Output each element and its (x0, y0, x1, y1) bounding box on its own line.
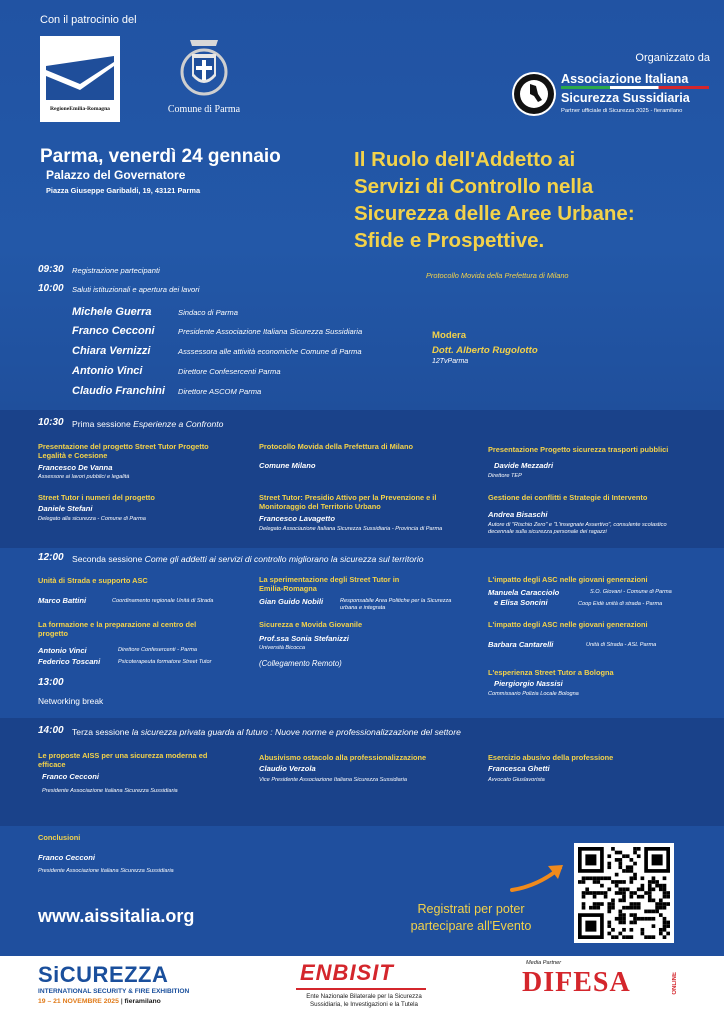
register-text (386, 901, 556, 935)
enbisit-logo: ENBISIT (300, 960, 394, 985)
difesa-logo: DIFESA (522, 967, 631, 998)
event-date: Parma, venerdì 24 gennaio (40, 146, 281, 167)
website-link[interactable]: www.aissitalia.org (38, 906, 195, 926)
speaker-role: Presidente Associazione Italiana Sicurezza Sussidiaria (178, 327, 363, 336)
moderator-name: Dott. Alberto Rugolotto (432, 345, 538, 356)
talk-title: Presentazione Progetto sicurezza trasporti pubblici (488, 445, 669, 454)
moderator-label: Modera (432, 330, 467, 341)
talk-title: L'impatto degli ASC nelle giovani generazioni (488, 575, 648, 584)
talk-speaker: Marco Battini (38, 596, 87, 605)
event-address: Piazza Giuseppe Garibaldi, 19, 43121 Parma (46, 186, 201, 195)
event-title-line: Il Ruolo dell'Addetto ai (354, 148, 576, 171)
speaker-role: Sindaco di Parma (178, 308, 238, 317)
talk-affiliation: Responsabile Area Politiche per la Sicurezza urbana e integrata (340, 598, 452, 611)
speaker-name: Claudio Franchini (72, 385, 165, 397)
time-1200: 12:00 (38, 552, 64, 563)
talk-title: Esercizio abusivo della professione (488, 753, 614, 762)
talk-title: Abusivismo ostacolo alla professionalizzazione (259, 753, 427, 762)
talk-speaker: Prof.ssa Sonia Stefanizzi (259, 634, 349, 643)
enbisit-rule (296, 988, 426, 990)
event-subtitle: Protocollo Movida della Prefettura di Milano (426, 271, 569, 280)
talk-speaker: Andrea Bisaschi (488, 510, 548, 519)
talk-title: Presentazione del progetto Street Tutor Progetto Legalità e Coesione (38, 442, 209, 460)
media-partner-label: Media Partner (526, 960, 562, 966)
speaker-name: Antonio Vinci (72, 365, 143, 377)
session2-heading (72, 554, 424, 564)
talk-affiliation: Delegato alla sicurezza - Comune di Parma (38, 516, 146, 522)
session2-prefix: Seconda sessione (72, 554, 143, 564)
talk-speaker: Piergiorgio Nassisi (494, 679, 563, 688)
talk-title: Street Tutor: Presidio Attivo per la Prevenzione e il Monitoraggio del Territorio Urbano (259, 493, 437, 511)
sicurezza-place: fieramilano (124, 998, 161, 1005)
talk-speaker: Franco Cecconi (42, 772, 99, 781)
talk-speaker: Antonio Vinci (38, 646, 87, 655)
time-1000: 10:00 (38, 283, 64, 294)
arrow-icon (508, 860, 568, 894)
talk-speaker: Gian Guido Nobili (259, 597, 324, 606)
registration-text: Registrazione partecipanti (72, 266, 160, 275)
session3-heading (72, 727, 461, 737)
flag-stripe (561, 86, 709, 89)
talk-affiliation: Unità di Strada - ASL Parma (586, 642, 657, 648)
talk-affiliation: Assessore ai lavori pubblici e legalità (38, 474, 130, 480)
talk-title: Le proposte AISS per una sicurezza moderna ed efficace (38, 751, 208, 769)
time-1300: 13:00 (38, 677, 64, 688)
register-line: Registrati per poter (417, 902, 525, 916)
talk-title: La formazione e la preparazione al centro del progetto (38, 620, 197, 638)
talk-speaker: Francesco Lavagetto (259, 514, 335, 523)
difesa-online: ONLINE (672, 972, 678, 995)
organized-by: Organizzato da (635, 52, 710, 64)
talk-affiliation: Psicoterapeuta formatore Street Tutor (118, 659, 212, 665)
sicurezza-dates: 19 – 21 NOVEMBRE 2025 (38, 998, 119, 1005)
talk-speaker: Daniele Stefani (38, 504, 93, 513)
comune-crest-icon (160, 32, 248, 104)
talk-affiliation: Direttore Confesercenti - Parma (118, 647, 197, 653)
conclusions-label: Conclusioni (38, 833, 81, 842)
qr-code[interactable] (574, 843, 674, 943)
sicurezza-sub: INTERNATIONAL SECURITY & FIRE EXHIBITION (38, 988, 190, 995)
talk-affiliation: Vice Presidente Associazione Italiana Sicurezza Sussidiaria (259, 777, 408, 783)
aiss-seal-icon (512, 72, 556, 116)
region-emblem-icon (40, 36, 120, 106)
talk-speaker: Claudio Verzola (259, 764, 316, 773)
session1-prefix: Prima sessione (72, 419, 131, 429)
talk-title: Gestione dei conflitti e Strategie di Intervento (488, 493, 648, 502)
time-1030: 10:30 (38, 417, 64, 428)
enbisit-line: Ente Nazionale Bilaterale per la Sicurezza (306, 993, 422, 1000)
speaker-name: Franco Cecconi (72, 325, 155, 337)
talk-speaker: Manuela Caracciolo (488, 588, 560, 597)
sicurezza-logo: SiCUREZZA (38, 962, 169, 987)
aiss-seal (512, 72, 556, 116)
talk-speaker: Federico Toscani (38, 657, 101, 666)
session3-title: la sicurezza privata guarda al futuro : Nuove norme e professionalizzazione del settore (131, 727, 461, 737)
session2-title: Come gli addetti ai servizi di controllo migliorano la sicurezza sul territorio (144, 554, 424, 564)
speaker-name: Michele Guerra (72, 306, 152, 318)
org-partner: Partner ufficiale di Sicurezza 2025 - fieramilano (561, 108, 683, 114)
speaker-name: Chiara Vernizzi (72, 345, 151, 357)
talk-title: Street Tutor i numeri del progetto (38, 493, 155, 502)
talk-speaker: Francesco De Vanna (38, 463, 113, 472)
talk-speaker: Barbara Cantarelli (488, 640, 554, 649)
talk-speaker: e Elisa Soncini (494, 598, 548, 607)
talk-affiliation: Presidente Associazione Italiana Sicurezza Sussidiaria (42, 788, 178, 794)
org-name-line1: Associazione Italiana (561, 72, 689, 86)
talk-title: L'esperienza Street Tutor a Bologna (488, 668, 614, 677)
speaker-role: Direttore Confesercenti Parma (178, 367, 281, 376)
speaker-role: Direttore ASCOM Parma (178, 387, 262, 396)
session1-title: Esperienze a Confronto (133, 419, 224, 429)
comune-name: Comune di Parma (167, 104, 241, 115)
talk-title: Protocollo Movida della Prefettura di Milano (259, 442, 413, 451)
talk-affiliation: S.O. Giovani - Comune di Parma (590, 589, 672, 595)
talk-affiliation: Direttore TEP (488, 473, 522, 479)
talk-title: Sicurezza e Movida Giovanile (259, 620, 363, 629)
talk-affiliation: Università Bicocca (259, 645, 306, 651)
session1-heading (72, 419, 223, 429)
event-title-line: Servizi di Controllo nella (354, 175, 594, 198)
moderator-org: 12TvParma (432, 358, 469, 365)
event-venue: Palazzo del Governatore (46, 168, 186, 182)
speaker-role: Asssessora alle attività economiche Comune di Parma (178, 347, 362, 356)
sicurezza-dates-row: 19 – 21 NOVEMBRE 2025 | fieramilano (38, 998, 161, 1005)
conclusions-affiliation: Presidente Associazione Italiana Sicurezza Sussidiaria (38, 868, 174, 874)
talk-affiliation: Autore di "Rischio Zero" e "L'insegnate Assertivo", consulente scolastico decennale sulla sicurezza personale dei ragazzi (488, 522, 667, 535)
patronage-text: Con il patrocinio del (40, 14, 137, 26)
talk-speaker: Francesca Ghetti (488, 764, 550, 773)
greetings-text: Saluti istituzionali e apertura dei lavori (72, 285, 200, 294)
talk-affiliation: Delegato Associazione Italiana Sicurezza Sussidiaria - Provincia di Parma (259, 526, 443, 532)
enbisit-desc (296, 993, 432, 1009)
org-name-line2: Sicurezza Sussidiaria (561, 91, 690, 105)
time-0930: 09:30 (38, 264, 64, 275)
talk-affiliation: Coordinamento regionale Unità di Strada (112, 598, 214, 604)
region-logo (40, 36, 120, 122)
region-name: RegioneEmilia-Romagna (50, 106, 110, 112)
register-line: partecipare all'Evento (410, 919, 532, 933)
session3-prefix: Terza sessione (72, 727, 130, 737)
talk-speaker: Davide Mezzadri (494, 461, 554, 470)
talk-title: Unità di Strada e supporto ASC (38, 576, 148, 585)
comune-logo (160, 32, 248, 122)
event-title-line: Sicurezza delle Aree Urbane: (354, 202, 635, 225)
talk-affiliation: Commissario Polizia Locale Bologna (488, 691, 579, 697)
event-title-line: Sfide e Prospettive. (354, 229, 545, 252)
conclusions-speaker: Franco Cecconi (38, 853, 95, 862)
enbisit-line: Sussidiaria, le Investigazioni e la Tutela (310, 1001, 418, 1008)
remote-note: (Collegamento Remoto) (259, 659, 342, 668)
talk-title: L'impatto degli ASC nelle giovani generazioni (488, 620, 648, 629)
talk-speaker: Comune Milano (259, 461, 316, 470)
networking-break: Networking break (38, 696, 104, 706)
talk-affiliation: Avvocato Giuslavorista (488, 777, 545, 783)
talk-title: La sperimentazione degli Street Tutor in Emilia-Romagna (259, 575, 400, 593)
event-title (354, 146, 635, 254)
talk-affiliation: Coop Eidè unità di strada - Parma (578, 601, 663, 607)
time-1400: 14:00 (38, 725, 64, 736)
qr-code-icon (574, 843, 674, 943)
